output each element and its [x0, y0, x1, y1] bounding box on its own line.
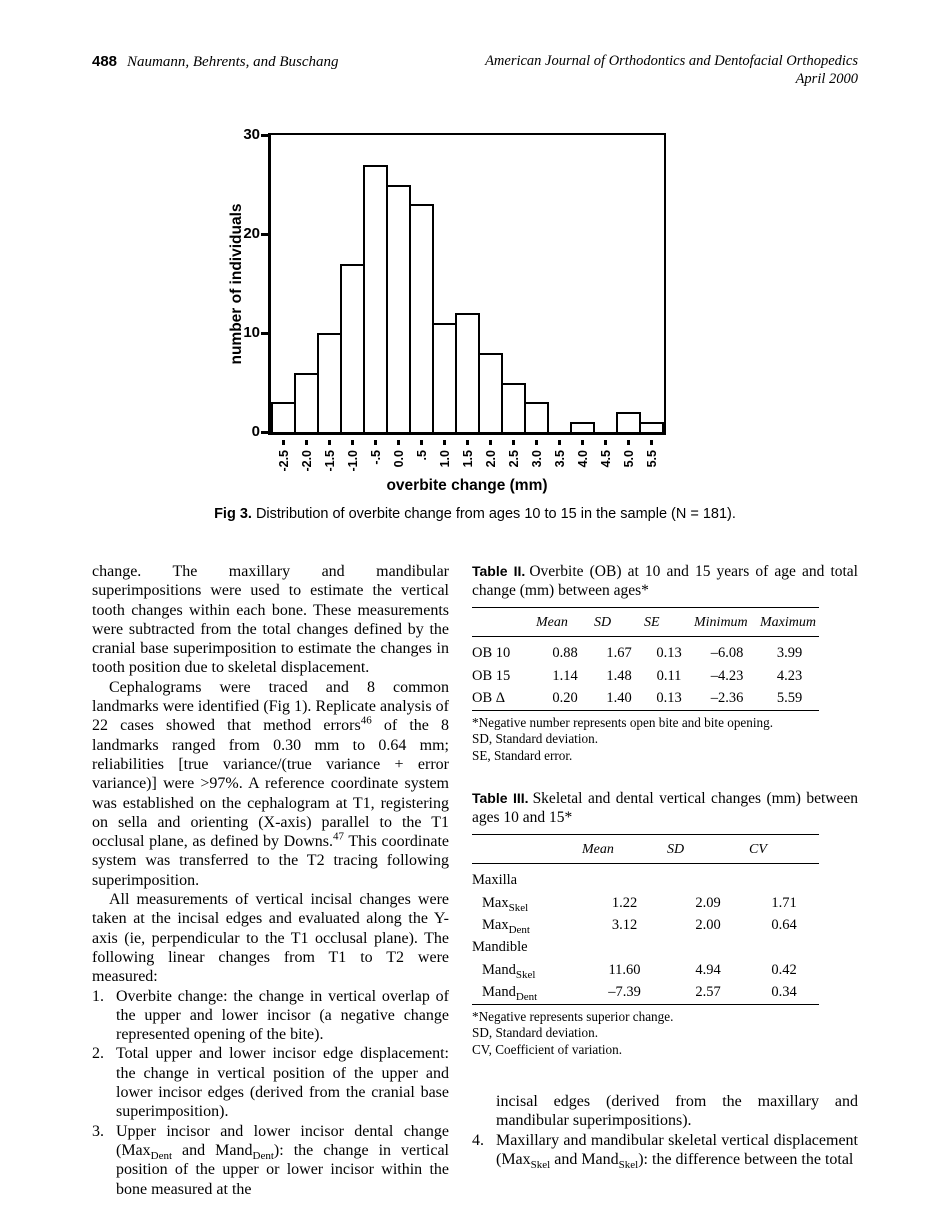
body-column-right [472, 562, 858, 1172]
x-tick-label: -1.5 [322, 450, 337, 472]
cell: 11.60 [608, 961, 641, 978]
x-tick-label: 3.0 [529, 450, 544, 468]
list-item [92, 987, 449, 1045]
cell: 2.57 [695, 983, 721, 1000]
running-head-authors: Naumann, Behrents, and Buschang [127, 54, 339, 70]
footnote: *Negative number represents open bite and bite opening. [472, 714, 774, 730]
histogram-bar [524, 402, 549, 432]
table-3-block [472, 789, 858, 1059]
x-tick-label: 1.0 [437, 450, 452, 468]
x-tick-label: 1.5 [460, 450, 475, 468]
list-item-number: 4. [472, 1131, 484, 1149]
footnote: CV, Coefficient of variation. [472, 1042, 623, 1058]
table-row [472, 914, 819, 936]
y-tick-label: 20 [243, 225, 260, 242]
x-tick-label: -.5 [368, 450, 383, 465]
histogram-bar [432, 323, 457, 432]
table-2-caption-text: Overbite (OB) at 10 and 15 years of age and total change (mm) between ages* [472, 563, 858, 599]
table-2-caption-label: Table II. [472, 563, 526, 579]
x-tick-label: .5 [414, 450, 429, 461]
table-2-header-row [472, 608, 819, 637]
page-number: 488 [92, 53, 118, 70]
row-label: OB 15 [472, 667, 511, 684]
list-item-text: Total upper and lower incisor edge displacement: the change in vertical position of the upper and lower incisor edges (derived from the cranial base superimposition). [116, 1045, 449, 1121]
paragraph: change. The maxillary and mandibular superimpositions were used to estimate the vertical tooth changes within each bone. These measurements were subtracted from the total changes defined by the cranial base superimposition to estimate the changes in tooth position due to skeletal displacement. [92, 563, 449, 677]
x-tick-label: 5.0 [621, 450, 636, 468]
cell: –6.08 [710, 645, 744, 662]
x-tick-mark [420, 440, 423, 445]
table-row [472, 665, 819, 687]
table-header-cell: Minimum [694, 608, 760, 637]
x-tick-label: -2.5 [276, 450, 291, 472]
cell: 1.67 [606, 645, 632, 662]
x-tick-mark [351, 440, 354, 445]
table-header-cell: SE [644, 608, 694, 637]
paragraph: All measurements of vertical incisal changes were taken at the incisal edges and evaluated along the Y-axis (ie, perpendicular to the T1 occlusal plane). The following linear changes from T1 to T2 were measured: [92, 891, 449, 986]
row-label: Mand$_{Skel}$ [482, 961, 536, 981]
x-tick-label: 0.0 [391, 450, 406, 468]
footnote: SD, Standard deviation. [472, 731, 598, 747]
list-item [472, 1131, 858, 1170]
cell: 0.13 [656, 645, 682, 662]
y-tick-mark [261, 134, 268, 137]
table-row [472, 637, 819, 665]
chart-plot-area [268, 133, 666, 435]
histogram-bar [363, 165, 388, 432]
cell: 1.48 [606, 667, 632, 684]
running-head-right [485, 53, 858, 88]
table-3-footnotes [472, 1009, 858, 1059]
cell: 1.40 [606, 689, 632, 706]
cell: 0.34 [771, 983, 797, 1000]
list-item-text: incisal edges (derived from the maxillary and mandibular superimpositions). [496, 1093, 858, 1130]
x-axis-title: overbite change (mm) [386, 477, 548, 494]
list-item-text: Overbite change: the change in vertical overlap of the upper and lower incisor (a negative change represented opening of the bite). [116, 987, 449, 1044]
row-label: OB 10 [472, 645, 511, 662]
running-head-left [92, 53, 339, 71]
figure-caption-label: Fig 3. [214, 506, 252, 522]
histogram-bar [271, 402, 296, 432]
body-column-left [92, 562, 449, 1199]
table-2-caption [472, 562, 858, 600]
x-tick-label: 3.5 [552, 450, 567, 468]
x-tick-mark [581, 440, 584, 445]
table-group-row [472, 937, 819, 959]
row-label: Max$_{Dent}$ [482, 916, 530, 936]
cell: 4.94 [695, 961, 721, 978]
group-label: Maxilla [472, 872, 518, 889]
histogram-bar [294, 373, 319, 432]
x-tick-mark [282, 440, 285, 445]
list-item-text: Maxillary and mandibular skeletal vertical displacement (Max$_{Skel}$ and Mand$_{Skel}$): the difference between the total [496, 1131, 858, 1172]
histogram-bar [455, 313, 480, 432]
cell: 1.14 [552, 667, 578, 684]
cell: 2.00 [695, 916, 721, 933]
table-row [472, 959, 819, 981]
histogram-bar [317, 333, 342, 432]
footnote: SE, Standard error. [472, 748, 573, 764]
cell: –4.23 [710, 667, 744, 684]
row-label: Max$_{Skel}$ [482, 894, 529, 914]
list-item [92, 1122, 449, 1199]
list-item-number: 1. [92, 987, 104, 1005]
histogram-bar [340, 264, 365, 432]
x-tick-label: 2.5 [506, 450, 521, 468]
cell: 2.09 [695, 894, 721, 911]
table-2-block [472, 562, 858, 765]
list-item [92, 1044, 449, 1121]
y-axis-title: number of individuals [228, 203, 245, 365]
table-header-cell: CV [749, 835, 819, 864]
x-tick-mark [512, 440, 515, 445]
cell: –7.39 [608, 983, 641, 1000]
list-item-text: Upper incisor and lower incisor dental change (Max$_{Dent}$ and Mand$_{Dent}$): the change in vertical position of the upper or lower incisor within the bone measured at the [116, 1122, 449, 1198]
cell: 5.59 [776, 689, 803, 706]
x-tick-label: 4.0 [575, 450, 590, 468]
journal-title: American Journal of Orthodontics and Dentofacial Orthopedics [485, 53, 858, 69]
x-tick-mark [535, 440, 538, 445]
histogram-bar [616, 412, 641, 432]
footnote: *Negative represents superior change. [472, 1008, 674, 1024]
figure-3-histogram [228, 120, 698, 520]
list-item-continuation [472, 1092, 858, 1131]
table-row [472, 892, 819, 914]
cell: 1.71 [771, 894, 797, 911]
right-column-text [472, 1092, 858, 1172]
x-tick-label: 2.0 [483, 450, 498, 468]
cell: 3.12 [611, 916, 638, 933]
table-3-caption-text: Skeletal and dental vertical changes (mm) between ages 10 and 15* [472, 790, 858, 827]
table-2 [472, 607, 819, 711]
table-header-cell: SD [667, 835, 749, 864]
y-tick-label: 30 [243, 126, 260, 143]
table-3-header-row [472, 835, 819, 864]
x-tick-mark [627, 440, 630, 445]
y-tick-mark [261, 431, 268, 434]
x-tick-label: -2.0 [299, 450, 314, 472]
cell: 0.20 [552, 689, 578, 706]
cell: –2.36 [710, 689, 744, 706]
x-tick-mark [489, 440, 492, 445]
y-tick-label: 0 [251, 423, 260, 440]
cell: 1.22 [611, 894, 638, 911]
figure-caption-text: Distribution of overbite change from ages 10 to 15 in the sample (N = 181). [255, 506, 736, 522]
table-row [472, 687, 819, 710]
table-3-caption-label: Table III. [472, 790, 529, 807]
x-tick-mark [466, 440, 469, 445]
cell: 0.11 [656, 667, 682, 684]
journal-issue-date: April 2000 [795, 70, 858, 87]
y-tick-label: 10 [243, 324, 260, 341]
table-header-cell [472, 835, 582, 864]
x-tick-label: 4.5 [598, 450, 613, 468]
table-header-cell: SD [594, 608, 644, 637]
cell: 0.13 [656, 689, 682, 706]
group-label: Mandible [472, 939, 528, 956]
x-tick-mark [397, 440, 400, 445]
x-tick-label: -1.0 [345, 450, 360, 472]
y-tick-mark [261, 332, 268, 335]
table-group-row [472, 864, 819, 892]
x-tick-mark [374, 440, 377, 445]
table-header-cell [472, 608, 536, 637]
cell: 4.23 [776, 667, 803, 684]
list-item-number: 3. [92, 1122, 104, 1140]
row-label: Mand$_{Dent}$ [482, 983, 538, 1003]
figure-caption [0, 506, 950, 522]
x-tick-mark [650, 440, 653, 445]
x-tick-mark [305, 440, 308, 445]
histogram-bar [501, 383, 526, 433]
x-tick-mark [558, 440, 561, 445]
table-header-cell: Mean [582, 835, 667, 864]
cell: 0.88 [552, 645, 578, 662]
histogram-bar [478, 353, 503, 432]
histogram-bar [386, 185, 411, 433]
x-tick-label: 5.5 [644, 450, 659, 468]
table-2-footnotes [472, 715, 858, 765]
cell: 3.99 [776, 645, 803, 662]
histogram-bar [570, 422, 595, 432]
list-item-number: 2. [92, 1045, 104, 1063]
footnote: SD, Standard deviation. [472, 1025, 598, 1041]
paragraph: Cephalograms were traced and 8 common landmarks were identified (Fig 1). Replicate analysis of 22 cases showed that method errors$^{46}$ of the 8 landmarks ranged from 0.30 mm to 0.64 mm; reliabilities [true variance/(true variance + error variance)] were >97%. A reference coordinate system was established on the cephalogram at T1, registering on sella and orienting (X-axis) parallel to the T1 occlusal plane, as defined by Downs.$^{47}$ This coordinate system was transferred to the T2 tracing following superimposition. [92, 678, 450, 889]
histogram-bar [639, 422, 664, 432]
cell: 0.64 [771, 916, 797, 933]
table-header-cell: Mean [536, 608, 594, 637]
table-3-caption [472, 789, 858, 827]
y-tick-mark [261, 233, 268, 236]
x-tick-mark [443, 440, 446, 445]
row-label: OB Δ [472, 689, 506, 706]
table-header-cell: Maximum [760, 608, 819, 637]
cell: 0.42 [771, 961, 797, 978]
x-tick-mark [328, 440, 331, 445]
histogram-bar [409, 204, 434, 432]
table-3 [472, 834, 819, 1005]
x-tick-mark [604, 440, 607, 445]
table-row [472, 981, 819, 1004]
